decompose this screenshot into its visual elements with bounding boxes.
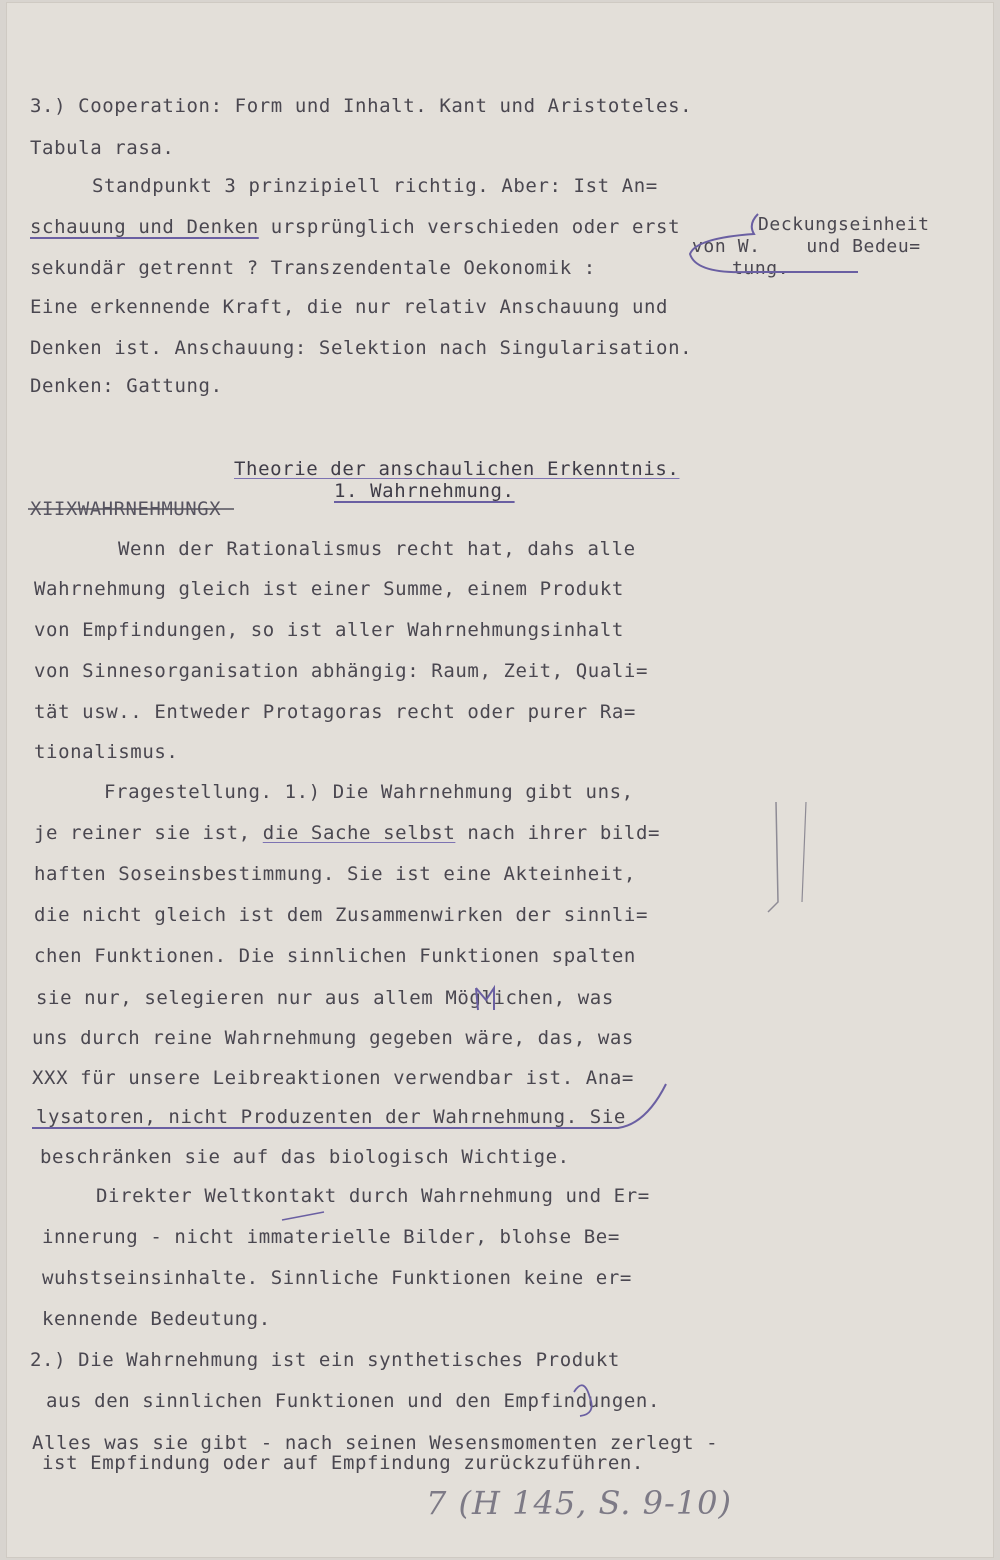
text-line: Standpunkt 3 prinzipiell richtig. Aber: Ist An=	[92, 175, 658, 197]
text-segment: nach ihrer bild=	[455, 822, 661, 844]
margin-note-line: Deckungseinheit	[758, 214, 930, 235]
text-line: kennende Bedeutung.	[42, 1308, 271, 1330]
text-line: Eine erkennende Kraft, die nur relativ Anschauung und	[30, 296, 669, 318]
text-line: Tabula rasa.	[30, 137, 175, 159]
text-line: tät usw.. Entweder Protagoras recht oder purer Ra=	[34, 701, 636, 723]
text-line: Alles was sie gibt - nach seinen Wesensmomenten zerlegt -	[32, 1432, 719, 1454]
text-line: von Sinnesorganisation abhängig: Raum, Zeit, Quali=	[34, 660, 648, 682]
section-subtitle-text: 1. Wahrnehmung.	[334, 480, 515, 502]
text-line: von Empfindungen, so ist aller Wahrnehmungsinhalt	[34, 619, 624, 641]
section-title-text: Theorie der anschaulichen Erkenntnis.	[234, 458, 680, 480]
underlined-phrase: die Sache selbst	[262, 822, 456, 844]
text-line: beschränken sie auf das biologisch Wichtige.	[40, 1146, 570, 1168]
section-subtitle	[334, 480, 515, 502]
margin-note-line: tung.	[732, 258, 790, 279]
pencil-margin-mark	[768, 802, 778, 912]
document-page	[6, 2, 994, 1558]
text-line: die nicht gleich ist dem Zusammenwirken der sinnli=	[34, 904, 648, 926]
underlined-phrase: schauung und Denken	[30, 216, 259, 238]
text-line: sekundär getrennt ? Transzendentale Oekonomik :	[30, 257, 596, 279]
text-line	[34, 822, 660, 844]
text-line: haften Soseinsbestimmung. Sie ist eine Akteinheit,	[34, 863, 636, 885]
section-title	[234, 458, 679, 480]
text-line: Wenn der Rationalismus recht hat, dahs alle	[118, 538, 636, 560]
text-line: ist Empfindung oder auf Empfindung zurückzuführen.	[42, 1452, 644, 1474]
text-line: XXX für unsere Leibreaktionen verwendbar ist. Ana=	[32, 1067, 634, 1089]
archive-reference: 7 (H 145, S. 9-10)	[426, 1484, 733, 1522]
text-line: Direkter Weltkontakt durch Wahrnehmung und Er=	[96, 1185, 650, 1207]
margin-note-line: von W. und Bedeu=	[692, 236, 921, 257]
text-line: innerung - nicht immaterielle Bilder, blohse Be=	[42, 1226, 620, 1248]
text-line: Fragestellung. 1.) Die Wahrnehmung gibt uns,	[104, 781, 634, 803]
pencil-margin-mark	[802, 802, 806, 902]
pen-correction-mark	[282, 1212, 324, 1220]
text-line: Wahrnehmung gleich ist einer Summe, einem Produkt	[34, 578, 624, 600]
text-line: Denken: Gattung.	[30, 375, 223, 397]
text-line	[30, 216, 680, 238]
text-segment: ursprünglich verschieden oder erst	[258, 216, 681, 238]
text-line: lysatoren, nicht Produzenten der Wahrnehmung. Sie	[36, 1106, 626, 1128]
text-line: 3.) Cooperation: Form und Inhalt. Kant und Aristoteles.	[30, 95, 693, 117]
text-line: uns durch reine Wahrnehmung gegeben wäre, das, was	[32, 1027, 634, 1049]
text-line: chen Funktionen. Die sinnlichen Funktionen spalten	[34, 945, 636, 967]
struck-out-text: XIIXWAHRNEHMUNGX	[30, 498, 222, 520]
text-line: sie nur, selegieren nur aus allem Möglichen, was	[36, 987, 614, 1009]
text-line: wuhstseinsinhalte. Sinnliche Funktionen keine er=	[42, 1267, 632, 1289]
text-line: 2.) Die Wahrnehmung ist ein synthetisches Produkt	[30, 1349, 620, 1371]
text-line: aus den sinnlichen Funktionen und den Empfindungen.	[46, 1390, 660, 1412]
text-line: tionalismus.	[34, 741, 179, 763]
text-segment: je reiner sie ist,	[34, 822, 263, 844]
text-line: Denken ist. Anschauung: Selektion nach Singularisation.	[30, 337, 693, 359]
